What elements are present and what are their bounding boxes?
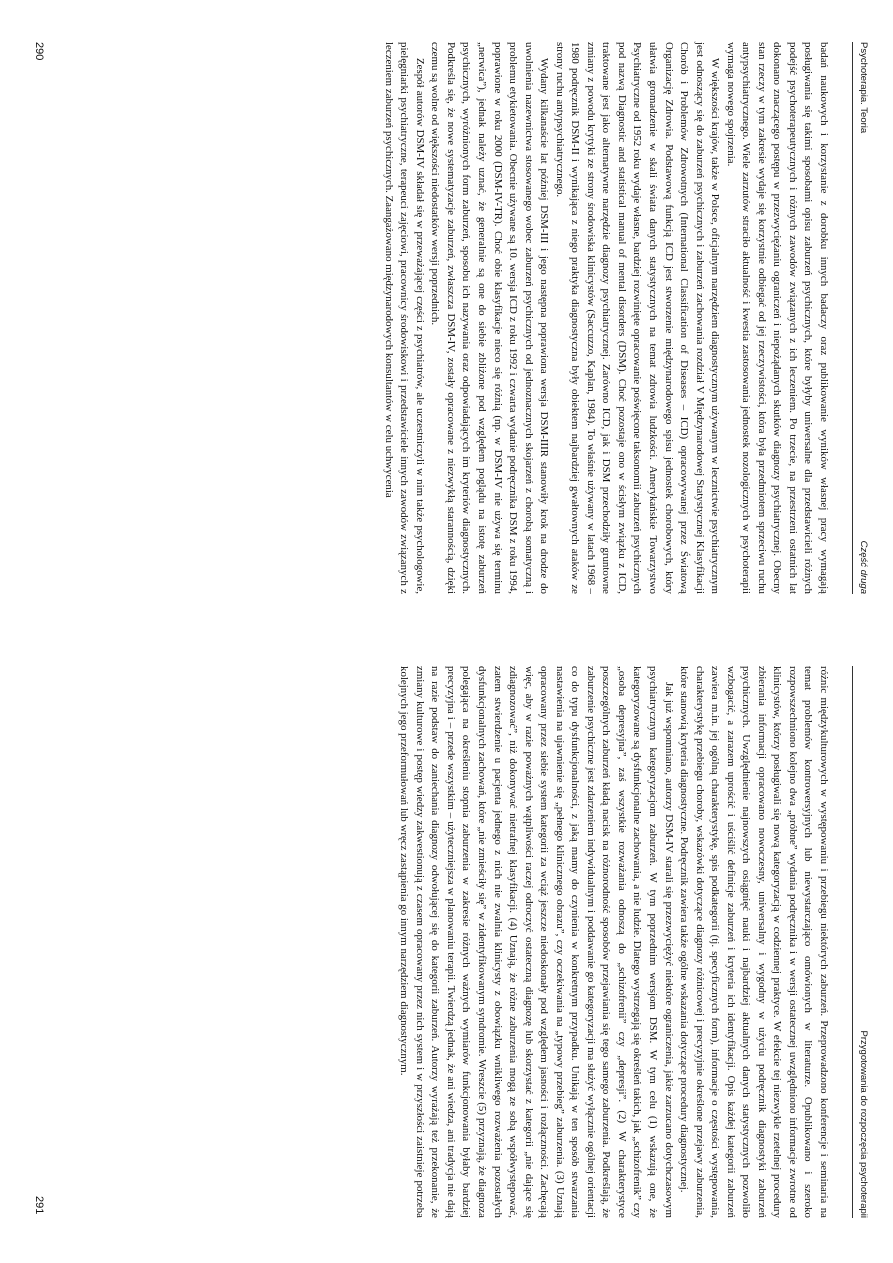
running-header-left-page [852,42,869,594]
paragraph: Wydany kilkanaście lat później DSM-III i jego następna poprawiona wersja DSM-IIIR stanowiły krok na drodze do uwolnienia nazewnictwa stosowanego wobec zaburzeń psychicznych od jednoznacznych skojarzeń z chorobą somatyczną i problemu etykietowania. Obecnie używane są 10. wersja ICD z roku 1992 i czwarta wydanie podręcznika DSM z roku 1994, poprawione w roku 2000 (DSM-IV-TR). Choć obie klasyfikacje nieco się różnią (np. w DSM-IV nie używa się terminu „nerwica”), jednak należy uznać, że generalnie są one do siebie zbliżone pod względem poglądu na istotę zaburzeń psychicznych, wyróżnionych form zaburzeń, sposobu ich nazywania oraz odpowiadających im kryteriów diagnostycznych. Podkreśla się, że nowe systematyzacje zaburzeń, zwłaszcza DSM-IV, zostały opracowane z niezwykłą starannością, dzięki czemu są wolne od większości niedostatków wersji poprzednich. [429,42,551,594]
running-header-right-page [852,666,869,1218]
left-page-body [380,42,831,594]
header-book-part: Psychoterapia. Teoria [858,42,869,134]
paragraph: Jak już wspomniano, autorzy DSM-IV starali się przezwyciężyć niektóre ograniczenia, jakie zarzucano dotychczasowym psychiatrycznym kategoryzacjom zaburzeń. W tym poprzednim wersjom DSM. W tym celu (1) wskazują one, że kategoryzowane są dysfunkcjonalne zachowania, a nie ludzie. Dlatego wystrzegają się określeń takich, jak „schizofrenik” czy „osoba depresyjna”, zaś wszystkie rozważania odnoszą do „schizofrenii” czy „depresji”. (2) W charakterystyce poszczególnych zaburzeń kładą nacisk na różnorodność sposobów przejawiania się tego samego zaburzenia. Podkreślają, że zaburzenie psychiczne jest zdarzeniem indywidualnym i poddawanie go kategoryzacji ma służyć wyłącznie ogólnej orientacji co do typu dysfunkcjonalności, z jaką mamy do czynienia w konkretnym przypadku. Unikają w ten sposób stwarzania nastawienia na ujawnienie się „pełnego klinicznego obrazu”, czy oczekiwania na „typowy przebieg” zaburzenia. (3) Uznają opracowany przez siebie system kategorii za wciąż jeszcze niedoskonały pod względem jasności i rozłączności. Zachęcają więc, aby w razie poważnych wątpliwości raczej odroczyć ostateczną diagnozę lub skorzystać z kategorii „nie dające się zdiagnozować”, niż dokonywać nietrafnej klasyfikacji. (4) Uznają, że różne zaburzenia mogą ze sobą współwystępować, zatem stwierdzenie u pacjenta jednego z nich nie zwalnia klinicysty z obowiązku wnikliwego rozważenia pozostałych dysfunkcjonalnych zachowań, które „nie zmieściły się” w zidentyfikowanym syndromie. Wreszcie (5) przyznają, że diagnoza polegająca na określeniu stopnia zaburzenia w zakresie różnych ważnych wymiarów funkcjonowania byłaby bardziej precyzyjna i – przede wszystkim – użyteczniejsza w planowaniu terapii. Twierdzą jednak, że ani wiedza, ani tradycja nie dają na razie podstaw do zaniechania diagnozy odwołującej się do kategorii zaburzeń. Autorzy wyrażają też przekonanie, że zmiany kulturowe i postęp wiedzy zakwestionują z czasem opracowany przez nich system i w przyszłości zaistnieje potrzeba kolejnych jego przeformułowań lub wręcz zastąpienia go innym narzędziem diagnostycznym. [398,666,675,1218]
page-number-left: 290 [33,42,45,61]
paragraph: W większości krajów, także w Polsce, oficjalnym narzędziem diagnostycznym używanym w lecznictwie psychiatrycznym jest odnoszący się do zaburzeń psychicznych i zaburzeń zachowania rozdział V Międzynarodowej Statystycznej Klasyfikacji Chorób i Problemów Zdrowotnych (International Classification of Diseases – ICD) opracowywanej przez Światową Organizację Zdrowia. Podstawową funkcją ICD jest stworzenie międzynarodowego spisu jednostek chorobowych, który ułatwia gromadzenie w skali świata danych statystycznych na temat zdrowia ludzkości. Amerykańskie Towarzystwo Psychiatryczne od 1952 roku wydaje własne, bardziej rozwinięte opracowanie poświęcone taksonomii zaburzeń psychicznych pod nazwą Diagnostic and statistical manual of mental disorders (DSM). Choć pozostaje ono w ścisłym związku z ICD, traktowane jest jako alternatywne narzędzie diagnozy psychiatrycznej. Zarówno ICD, jak i DSM przechodziły gruntowne zmiany z powodu krytyki ze strony środowiska klinicystów (Saccuzzo, Kaplan, 1984). To właśnie używany w latach 1968 – 1980 podręcznik DSM-II i wynikająca z niego praktyka diagnostyczna były obiektem najbardziej gwałtownych ataków ze strony ruchu antypsychiatrycznego. [553,42,722,594]
paragraph: badań naukowych i korzystanie z dorobku innych badaczy oraz publikowanie wyników własnej pracy wymagają posługiwania się takimi sposobami opisu zaburzeń psychicznych, które byłyby uniwersalne dla przedstawicieli różnych podejść psychoterapeutycznych i różnych zawodów związanych z ich leczeniem. Po trzecie, na przestrzeni ostatnich lat dokonano znaczącego postępu w przezwyciężaniu ograniczeń i niepożądanych skutków diagnozy psychiatrycznej. Obecny stan rzeczy w tym zakresie wydaje się korzystnie odbiegać od jej rzeczywistości, która była przedmiotem sprzeciwu ruchu antypsychiatrycznego. Wiele zarzutów straciło aktualność i kwestia zastosowania jednostek nozologicznych w psychoterapii wymaga nowego spojrzenia. [724,42,830,594]
header-section: Część druga [858,540,869,594]
paragraph: różnic międzykulturowych w występowaniu i przebiegu niektórych zaburzeń. Przeprowadzono konferencje i seminaria na temat problemów kontrowersyjnych lub niewystarczająco omówionych w literaturze. Opublikowano i szeroko rozpowszechniono kolejno dwa „próbne” wydania podręcznika i w wersji ostatecznej uwzględniono informacje zwrotne od klinicystów, którzy posługiwali się nową kategoryzacją w codziennej praktyce. W efekcie tej niezwykle rzetelnej procedury zbierania informacji opracowano nowoczesny, uniwersalny i wygodny w użyciu podręcznik diagnostyki zaburzeń psychicznych. Uwzględnienie najnowszych osiągnięć nauki i najbardziej aktualnych danych statystycznych pozwoliło wzbogacić, a zarazem uprościć i uściślić definicje zaburzeń i kryteria ich identyfikacji. Opis każdej kategorii zaburzeń zawiera m.in. jej ogólną charakterystykę, spis podkategorii (tj. specyficznych form), informacje o częstości występowania, charakterystykę przebiegu choroby, wskazówki dotyczące diagnozy różnicowej i precyzyjnie określone przejawy zaburzenia, które stanowią kryteria diagnostyczne. Podręcznik zawiera także ogólne wskazania dotyczące procedury diagnostycznej. [678,666,830,1218]
paragraph: Zespół autorów DSM-IV składał się w przeważającej części z psychiatrów, ale uczestniczyli w nim także psychologowie, pielęgniarki psychiatryczne, terapeuci zajęciowi, pracownicy środowiskowi i przedstawiciele innych zawodów związanych z leczeniem zaburzeń psychicznych. Zaangażowano międzynarodowych konsultantów w celu uchwycenia [382,42,426,594]
right-page-body [396,666,831,1218]
page-number-right: 291 [33,1196,45,1215]
header-chapter: Przygotowania do rozpoczęcia psychoterapii [858,1030,869,1218]
